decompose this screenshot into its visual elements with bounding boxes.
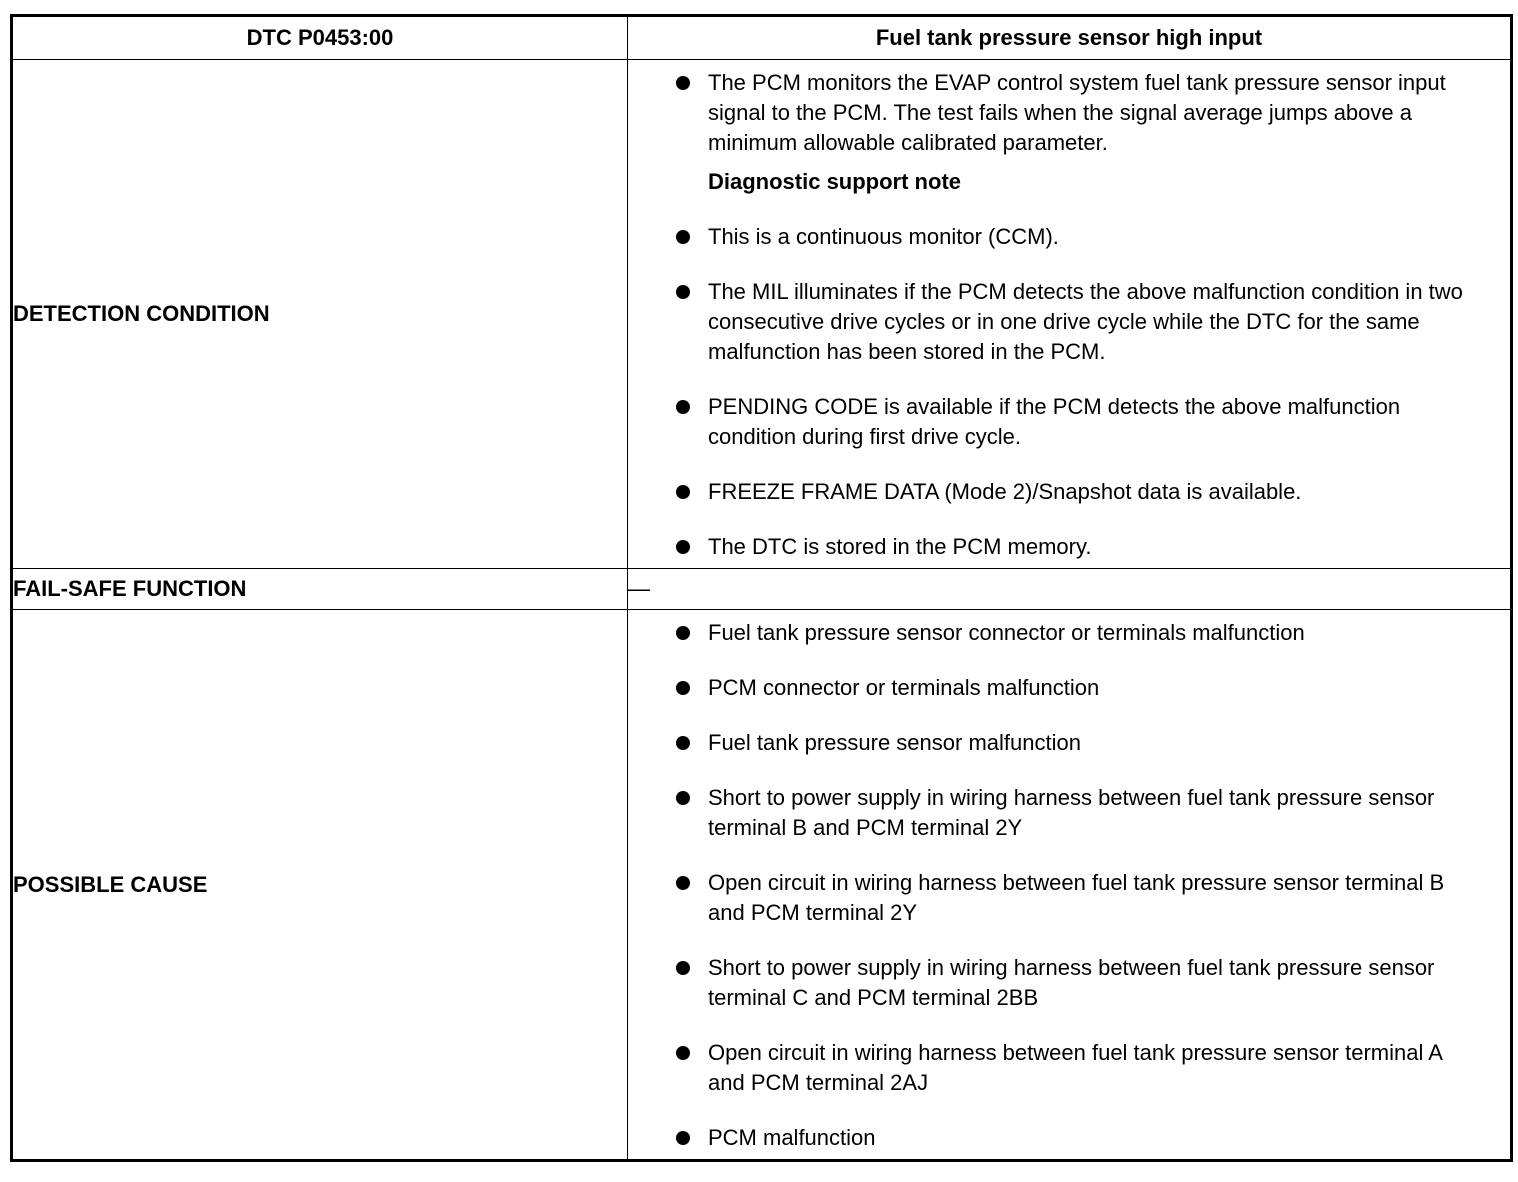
list-item-text: Fuel tank pressure sensor malfunction — [708, 730, 1081, 755]
list-item — [670, 1038, 1470, 1098]
detection-bullet-list — [670, 222, 1470, 562]
fail-safe-row — [12, 569, 1512, 610]
list-item — [670, 68, 1470, 158]
list-item-text: FREEZE FRAME DATA (Mode 2)/Snapshot data is available. — [708, 479, 1302, 504]
list-item-text: Open circuit in wiring harness between fuel tank pressure sensor terminal A and PCM terminal 2AJ — [708, 1040, 1442, 1095]
list-item-text: The DTC is stored in the PCM memory. — [708, 534, 1092, 559]
list-item-text: The MIL illuminates if the PCM detects the above malfunction condition in two consecutive drive cycles or in one drive cycle while the DTC for the same malfunction has been stored in the PCM. — [708, 279, 1463, 364]
list-item — [670, 728, 1470, 758]
list-item — [670, 277, 1470, 367]
bullet-icon — [676, 876, 690, 890]
bullet-icon — [676, 961, 690, 975]
list-item-text: Short to power supply in wiring harness between fuel tank pressure sensor terminal C and PCM terminal 2BB — [708, 955, 1435, 1010]
fail-safe-value: — — [628, 569, 1512, 610]
bullet-icon — [676, 485, 690, 499]
dtc-table — [10, 14, 1513, 1162]
list-item — [670, 477, 1470, 507]
possible-cause-label: POSSIBLE CAUSE — [12, 610, 628, 1161]
bullet-icon — [676, 285, 690, 299]
list-item-text: Open circuit in wiring harness between fuel tank pressure sensor terminal B and PCM terminal 2Y — [708, 870, 1445, 925]
possible-cause-row — [12, 610, 1512, 1161]
possible-cause-list — [670, 618, 1470, 1153]
fail-safe-label: FAIL-SAFE FUNCTION — [12, 569, 628, 610]
detection-condition-content — [628, 60, 1512, 569]
detection-condition-label: DETECTION CONDITION — [12, 60, 628, 569]
bullet-icon — [676, 736, 690, 750]
bullet-icon — [676, 626, 690, 640]
list-item — [670, 673, 1470, 703]
list-item — [670, 618, 1470, 648]
detection-intro-list — [670, 68, 1470, 158]
possible-cause-content — [628, 610, 1512, 1161]
list-item-text: PCM malfunction — [708, 1125, 876, 1150]
list-item — [670, 222, 1470, 252]
list-item — [670, 392, 1470, 452]
list-item — [670, 868, 1470, 928]
list-item — [670, 783, 1470, 843]
detection-condition-row — [12, 60, 1512, 569]
list-item — [670, 532, 1470, 562]
bullet-icon — [676, 791, 690, 805]
detection-intro-text: The PCM monitors the EVAP control system fuel tank pressure sensor input signal to the PCM. The test fails when the signal average jumps above a minimum allowable calibrated parameter. — [708, 70, 1446, 155]
bullet-icon — [676, 76, 690, 90]
diagnostic-support-note-heading: Diagnostic support note — [708, 169, 961, 194]
dtc-code-header: DTC P0453:00 — [12, 16, 628, 60]
list-item — [670, 1123, 1470, 1153]
list-item-text: This is a continuous monitor (CCM). — [708, 224, 1059, 249]
bullet-icon — [676, 400, 690, 414]
list-item-text: PCM connector or terminals malfunction — [708, 675, 1100, 700]
bullet-icon — [676, 230, 690, 244]
bullet-icon — [676, 681, 690, 695]
list-item-text: Short to power supply in wiring harness between fuel tank pressure sensor terminal B and PCM terminal 2Y — [708, 785, 1435, 840]
bullet-icon — [676, 1131, 690, 1145]
dtc-description-header: Fuel tank pressure sensor high input — [628, 16, 1512, 60]
header-row — [12, 16, 1512, 60]
bullet-icon — [676, 1046, 690, 1060]
list-item — [670, 953, 1470, 1013]
list-item-text: Fuel tank pressure sensor connector or terminals malfunction — [708, 620, 1305, 645]
bullet-icon — [676, 540, 690, 554]
list-item-text: PENDING CODE is available if the PCM detects the above malfunction condition during first drive cycle. — [708, 394, 1401, 449]
